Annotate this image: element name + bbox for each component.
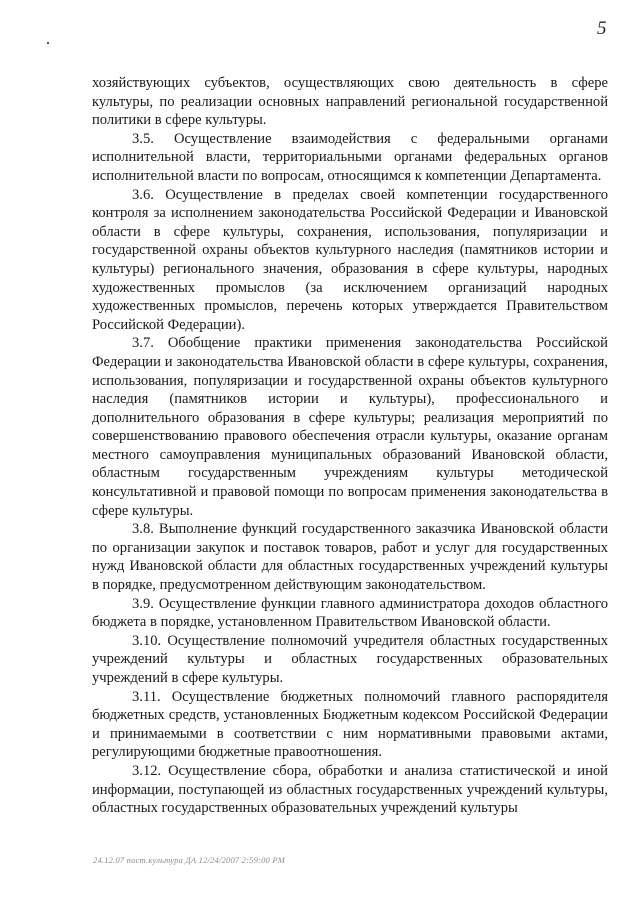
document-body (92, 74, 608, 818)
paragraph-3-11: 3.11. Осуществление бюджетных полномочий главного распорядителя бюджетных средств, установленных Бюджетным кодексом Российской Федерации и принимаемыми в соответствии с ним нормативными правовыми актами, регулирующими бюджетные правоотношения. (92, 688, 608, 761)
paragraph-3-7: 3.7. Обобщение практики применения законодательства Российской Федерации и законодательства Ивановской области в сфере культуры, сохранения, использования, популяризации и государственной охраны объектов культурного наследия (памятников истории и культуры), профессионального и дополнительного образования в сфере культуры; реализация мероприятий по совершенствованию правового обеспечения отрасли культуры, оказание органам местного самоуправления муниципальных образований Ивановской области, областным государственным учреждениям культуры методической консультативной и правовой помощи по вопросам применения законодательства в сфере культуры. (92, 335, 608, 519)
page-number: 5 (597, 18, 607, 39)
paragraph-3-5: 3.5. Осуществление взаимодействия с федеральными органами исполнительной власти, территориальными органами федеральных органов исполнительной власти по вопросам, относящимся к компетенции Департамента. (92, 130, 608, 184)
paragraph-3-10: 3.10. Осуществление полномочий учредителя областных государственных учреждений культуры и областных государственных образовательных учреждений в сфере культуры. (92, 632, 608, 686)
paragraph-3-6: 3.6. Осуществление в пределах своей компетенции государственного контроля за исполнением законодательства Российской Федерации и Ивановской области в сфере культуры, сохранения, использования, популяризации и государственной охраны объектов культурного наследия (памятников истории и культуры) регионального значения, образования в сфере культуры, народных художественных промыслов (за исключением организаций народных художественных промыслов, перечень которых утверждается Правительством Российской Федерации). (92, 186, 608, 333)
paragraph-3-8: 3.8. Выполнение функций государственного заказчика Ивановской области по организации закупок и поставок товаров, работ и услуг для государственных нужд Ивановской области для областных государственных учреждений культуры в порядке, предусмотренном действующим законодательством. (92, 521, 608, 594)
paragraph-continuation: хозяйствующих субъектов, осуществляющих свою деятельность в сфере культуры, по реализации основных направлений региональной государственной политики в сфере культуры. (92, 75, 608, 129)
paragraph-3-9: 3.9. Осуществление функции главного администратора доходов областного бюджета в порядке, установленном Правительством Ивановской области. (92, 595, 608, 631)
file-footer: 24.12.07 пост.культура ДА 12/24/2007 2:59:00 PM (93, 855, 285, 865)
paragraph-3-12: 3.12. Осуществление сбора, обработки и анализа статистической и иной информации, поступающей из областных государственных учреждений культуры, областных государственных образовательных учреждений культуры (92, 762, 608, 817)
scan-mark (47, 42, 49, 44)
